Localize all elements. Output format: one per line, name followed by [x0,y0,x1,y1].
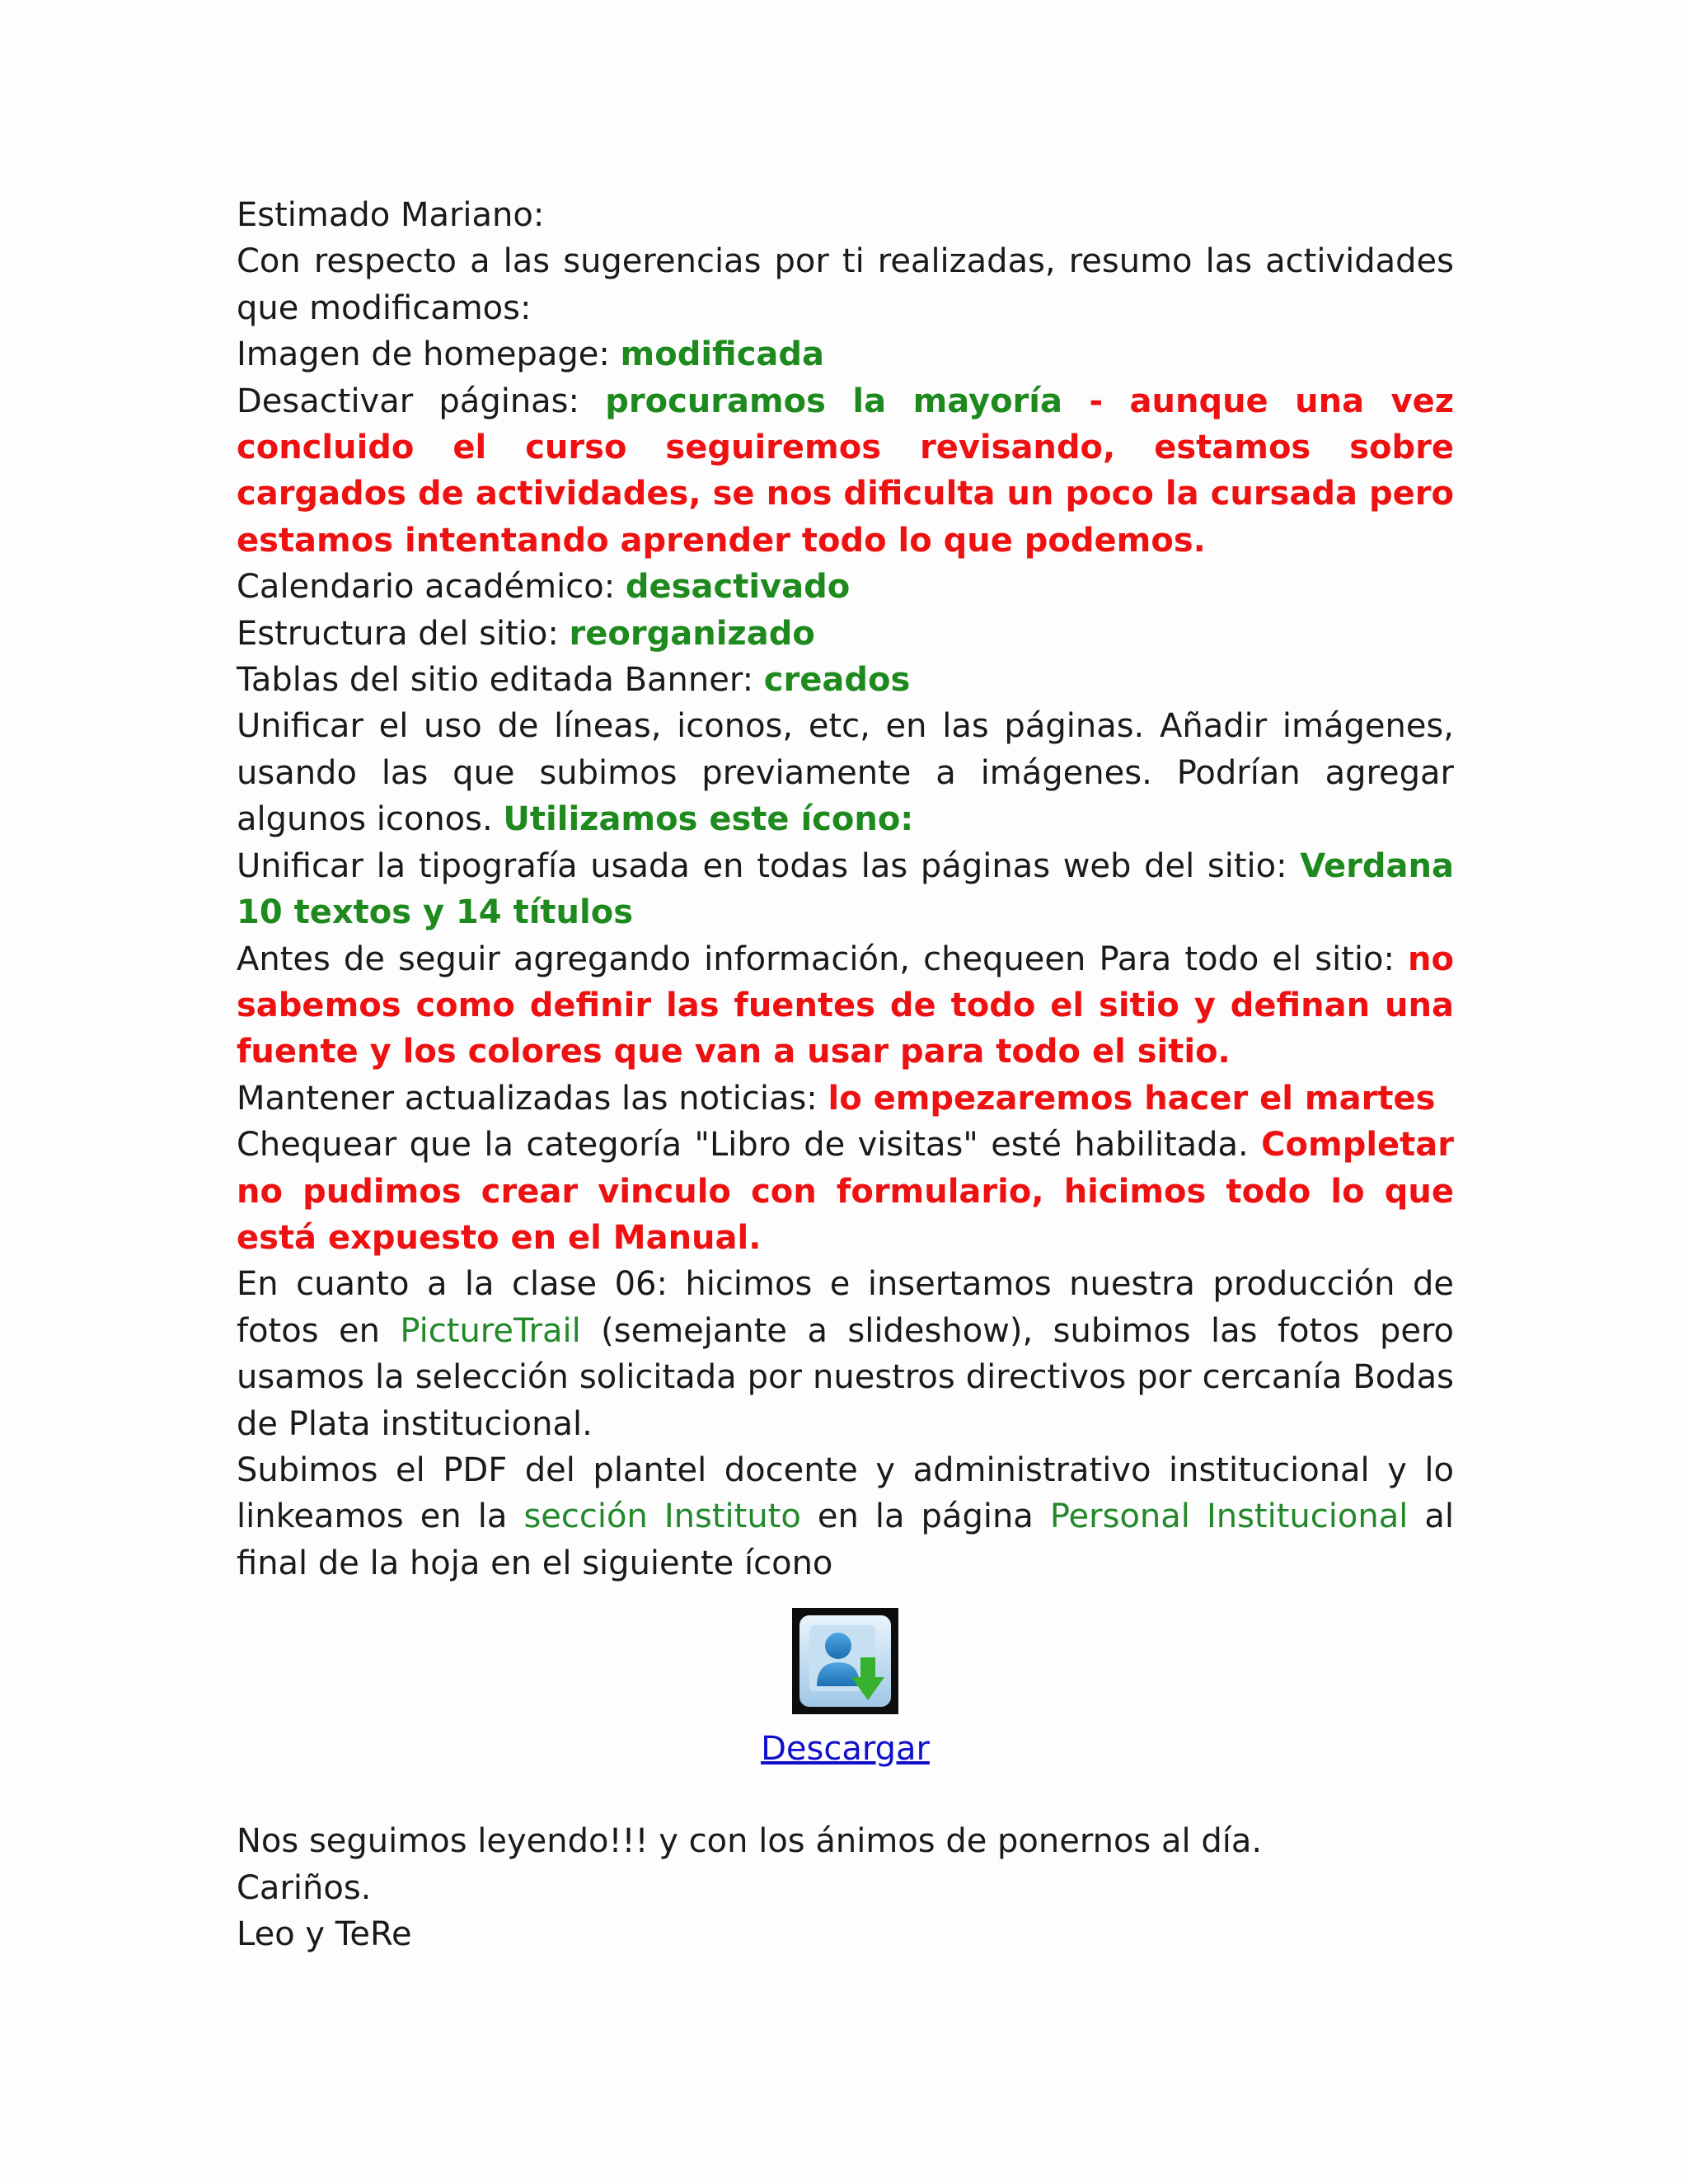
pdf-paragraph [237,1447,1454,1586]
estructura-status: reorganizado [569,614,815,653]
tipografia-text: Unificar la tipografía usada en todas las páginas web del sitio: [237,846,1301,885]
download-link[interactable]: Descargar [761,1730,930,1769]
libro-text: Chequear que la categoría "Libro de visitas" esté habilitada. [237,1126,1262,1165]
pdf-text1: Subimos el PDF del plantel docente y administrativo institucional y lo linkeamos en la [237,1451,1454,1536]
estructura-line [237,611,1454,657]
unificar-lineas-paragraph [237,703,1454,842]
user-download-icon[interactable] [792,1608,898,1714]
antes-paragraph [237,936,1454,1076]
tablas-label: Tablas del sitio editada Banner: [237,661,764,700]
signature: Leo y TeRe [237,1915,412,1953]
personal-institucional-link[interactable]: Personal Institucional [1049,1497,1409,1536]
unificar-lineas-status: Utilizamos este ícono: [503,800,914,839]
noticias-status: lo empezaremos hacer el martes [828,1079,1436,1118]
clase06-text2: (semejante a slideshow), subimos las fotos pero usamos la selección solicitada por nuestros directivos por cercanía Bodas de Plata institucional. [237,1311,1454,1443]
closing [237,1818,1454,1957]
intro: Con respecto a las sugerencias por ti realizadas, resumo las actividades que modificamos: [237,242,1454,327]
homepage-line [237,331,1454,377]
libro-status: Completar no pudimos crear vinculo con formulario, hicimos todo lo que está expuesto en el Manual. [237,1126,1454,1257]
closing-line-2: Cariños. [237,1868,372,1907]
desactivar-status-green: procuramos la mayoría [605,382,1062,420]
download-block [237,1608,1454,1772]
unificar-lineas-text: Unificar el uso de líneas, iconos, etc, en las páginas. Añadir imágenes, usando las que subimos previamente a imágenes. Podrían agregar algunos iconos. [237,707,1454,839]
libro-paragraph [237,1122,1454,1261]
calendario-label: Calendario académico: [237,568,626,607]
homepage-status: modificada [620,335,825,374]
estructura-label: Estructura del sitio: [237,614,570,653]
clase06-paragraph [237,1261,1454,1447]
desactivar-line [237,378,1454,565]
tipografia-paragraph [237,843,1454,936]
picturetrail-link[interactable]: PictureTrail [400,1311,581,1350]
homepage-label: Imagen de homepage: [237,335,621,374]
seccion-instituto-link[interactable]: sección Instituto [523,1497,801,1536]
desactivar-label: Desactivar páginas: [237,382,606,420]
tablas-line [237,657,1454,703]
clase06-text1: En cuanto a la clase 06: hicimos e insertamos nuestra producción de fotos en [237,1265,1454,1350]
pdf-text2: en la página [800,1497,1050,1536]
letter-body [237,192,1454,1957]
noticias-label: Mantener actualizadas las noticias: [237,1079,828,1118]
noticias-line [237,1076,1454,1122]
desactivar-status-red: - aunque una vez concluido el curso seguiremos revisando, estamos sobre cargados de actividades, se nos dificulta un poco la cursada pero estamos intentando aprender todo lo que podemos. [237,382,1455,560]
calendario-line [237,564,1454,610]
tipografia-status: Verdana 10 textos y 14 títulos [237,846,1454,932]
antes-text: Antes de seguir agregando información, chequeen Para todo el sitio: [237,940,1409,978]
pdf-text3: al final de la hoja en el siguiente ícono [237,1497,1454,1582]
calendario-status: desactivado [625,568,851,607]
closing-line-1: Nos seguimos leyendo!!! y con los ánimos de ponernos al día. [237,1822,1263,1861]
antes-status: no sabemos como definir las fuentes de todo el sitio y definan una fuente y los colores que van a usar para todo el sitio. [237,940,1454,1071]
greeting: Estimado Mariano: [237,196,545,234]
tablas-status: creados [763,661,911,700]
